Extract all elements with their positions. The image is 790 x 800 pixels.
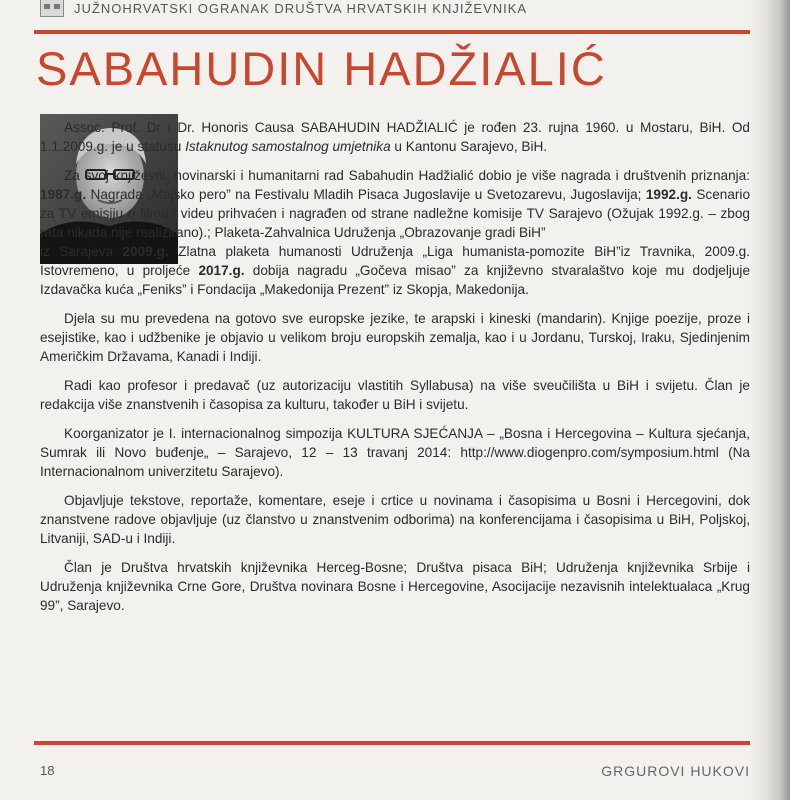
awards-text-d: iz Sarajeva — [40, 244, 123, 259]
top-accent-rule — [34, 30, 750, 34]
paragraph-symposium: Koorganizator je I. internacionalnog simpozija KULTURA SJEĆANJA – „Bosna i Hercegovina – Kultura sjećanja, Sumrak ili Novo buđenje„ – Sarajevo, 12 – 13 travanj 2014: http://www.diogenpro.com/symposium.html (Na Internacionalnom univerzitetu Sarajevo). — [40, 426, 750, 479]
paragraph-awards — [40, 166, 750, 242]
intro-status-italic: Istaknutog samostalnog umjetnika — [185, 139, 391, 154]
paragraph-awards-continued — [40, 242, 750, 299]
society-logo-icon — [40, 0, 64, 17]
page-number: 18 — [40, 763, 55, 778]
award-year-2017: 2017.g. — [198, 263, 245, 278]
article-body — [40, 118, 750, 625]
magazine-title: GRGUROVI HUKOVI — [601, 763, 750, 779]
awards-text-c: Scenario za TV emisiju o filmu i videu prihvaćen i nagrađen od strane nadležne komisije TV Sarajevo (Ožujak 1992.g. – zbog rata nikada nije realizirano).; Plaketa-Zahvalnica Udruženja „Obrazovanje gradi BiH” — [40, 187, 750, 240]
paragraph-memberships: Član je Društva hrvatskih književnika Herceg-Bosne; Društva pisaca BiH; Udruženja književnika Srbije i Udruženja književnika Crne Gore, Društva novinara Bosne i Hercegovine, Asocijacije nezavisnih intelektualaca „Krug 99”, Sarajevo. — [40, 560, 750, 613]
organization-name: JUŽNOHRVATSKI OGRANAK DRUŠTVA HRVATSKIH KNJIŽEVNIKA — [74, 0, 528, 16]
award-year-2009: 2009.g. — [122, 244, 169, 259]
awards-text-e: Zlatna plaketa humanosti Udruženja „Liga humanista-pomozite BiH”iz Travnika, 2009.g. Istovremeno, u proljeće — [40, 244, 750, 278]
award-year-1992: 1992.g. — [645, 187, 692, 202]
page-title: SABAHUDIN HADŽIALIĆ — [36, 42, 607, 95]
paragraph-teaching: Radi kao profesor i predavač (uz autorizaciju vlastitih Syllabusa) na više sveučilišta u BiH i svijetu. Član je redakcija više znanstvenih i časopisa za kulturu, također u BiH i svijetu. — [40, 378, 750, 412]
award-year-1987: 1987.g. — [40, 187, 87, 202]
page-fold-shadow — [750, 0, 790, 800]
intro-text-a: Assoc. Prof. Dr i Dr. Honoris Causa SABAHUDIN HADŽIALIĆ je rođen 23. rujna 1960. u Mostaru, BiH. Od 1.1.2009.g. je u statusu — [40, 120, 750, 154]
running-header — [40, 0, 760, 22]
awards-text-f: dobija nagradu „Gočeva misao” za književno stvaralaštvo koje mu dodjeljuje Izdavačka kuća „Feniks” i Fondacija „Makedonija Prezent” iz Skopja, Makedonija. — [40, 263, 750, 297]
bottom-accent-rule — [34, 741, 750, 745]
awards-text-a: Za svoj književni, novinarski i humanitarni rad Sabahudin Hadžialić dobio je više nagrada i društvenih priznanja: — [64, 168, 750, 183]
paragraph-publications: Objavljuje tekstove, reportaže, komentare, eseje i crtice u novinama i časopisima u Bosni i Hercegovini, dok znanstvene radove objavljuje (uz članstvo u znanstvenim odborima) na konferencijama i časopisima u BiH, Poljskoj, Litvaniji, SAD-u i Indiji. — [40, 493, 750, 546]
paragraph-translations: Djela su mu prevedena na gotovo sve europske jezike, te arapski i kineski (mandarin). Knjige poezije, proze i esejistike, kao i udžbenike je objavio u velikom broju europskih zemalja, kao i u Jordanu, Turskoj, Iraku, Sjedinjenim Američkim Državama, Kanadi i Indiji. — [40, 311, 750, 364]
awards-text-b: Nagrada „Majsko pero” na Festivalu Mladih Pisaca Jugoslavije u Svetozarevu, Jugoslavija; — [86, 187, 646, 202]
intro-text-b: u Kantonu Sarajevo, BiH. — [390, 139, 548, 154]
paragraph-intro — [40, 118, 750, 156]
